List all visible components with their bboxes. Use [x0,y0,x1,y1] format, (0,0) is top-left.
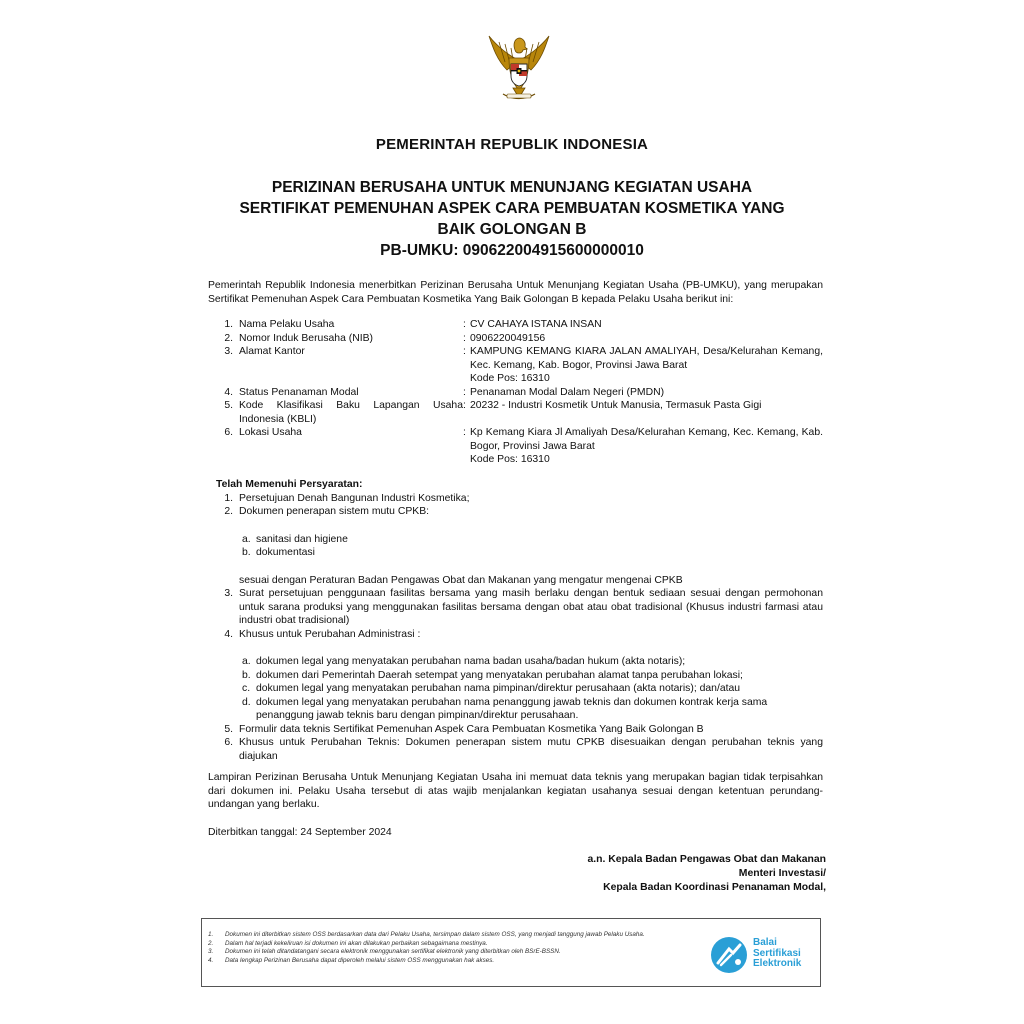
note-number: 4. [208,956,214,964]
subitem-letter: a. [242,656,251,667]
bse-emblem-icon [709,935,749,975]
signature-line: Menteri Investasi/ [738,867,826,879]
requirement-text: Khusus untuk Perubahan Teknis: Dokumen penerapan sistem mutu CPKB disesuaikan dengan perubahan teknis yang diajukan [239,737,823,762]
field-separator: : [463,346,466,357]
field-value [470,345,823,386]
subitem-text: dokumen legal yang menyatakan perubahan nama pimpinan/direktur perusahaan (akta notaris); dan/atau [256,683,741,694]
closing-paragraph: Lampiran Perizinan Berusaha Untuk Menunjang Kegiatan Usaha ini memuat data teknis yang merupakan bagian tidak terpisahkan dari dokumen ini. Pelaku Usaha tersebut di atas wajib menjalankan kegiatan usahanya sesuai dengan ketentuan perundang-undangan yang berlaku. [208,772,823,810]
field-value-address: Kp Kemang Kiara Jl Amaliyah Desa/Kelurahan Kemang, Kec. Kemang, Kab. Bogor, Provinsi Jawa Barat [470,427,823,452]
note-text: Dalam hal terjadi kekeliruan isi dokumen ini akan dilakukan perbaikan sebagaimana mestinya. [225,939,488,947]
requirement-subitem [239,682,823,696]
bse-logo [707,933,817,977]
requirement-text: sesuai dengan Peraturan Badan Pengawas Obat dan Makanan yang mengatur mengenai CPKB [239,574,683,586]
requirement-item [208,505,823,519]
field-row [208,399,823,426]
bse-logo-line: Sertifikasi [753,947,801,959]
requirement-item [208,723,823,737]
note-number: 1. [208,931,214,938]
requirement-number: 4. [224,628,233,640]
footer-note [208,940,698,949]
field-row [208,345,823,386]
field-label: Kode Klasifikasi Baku Lapangan Usaha Indonesia (KBLI) [239,400,463,425]
field-value: 0906220049156 [470,332,546,344]
requirement-continuation [208,574,823,588]
subitem-letter: b. [242,547,251,558]
signature-block [588,853,826,894]
footer-note [208,931,698,940]
field-label: Lokasi Usaha [239,427,302,438]
signature-line: a.n. Kepala Badan Pengawas Obat dan Makanan [587,854,826,865]
footer-note [208,957,698,966]
requirement-text: Khusus untuk Perubahan Administrasi : [239,628,421,640]
field-value-postcode: Kode Pos: 16310 [470,373,550,384]
note-text: Data lengkap Perizinan Berusaha dapat diperoleh melalui sistem OSS menggunakan hak akses. [225,956,495,964]
title-line: PERIZINAN BERUSAHA UNTUK MENUNJANG KEGIATAN USAHA [271,179,753,196]
subitem-text: dokumen legal yang menyatakan perubahan nama badan usaha/badan hukum (akta notaris); [256,656,686,667]
field-number: 5. [224,400,233,411]
requirements-section [208,478,823,763]
requirement-subitem [239,546,823,560]
footer-note [208,948,698,957]
intro-paragraph: Pemerintah Republik Indonesia menerbitkan Perizinan Berusaha Untuk Menunjang Kegiatan Usaha (PB-UMKU), yang merupakan Sertifikat Pemenuhan Aspek Cara Pembuatan Kosmetika Yang Baik Golongan B kepada Pelaku Usaha berikut ini: [208,280,823,305]
field-separator: : [463,386,466,398]
permit-number: PB-UMKU: 090622004915600000010 [380,242,644,259]
subitem-letter: b. [242,669,251,681]
signature-line: Kepala Badan Koordinasi Penanaman Modal, [603,881,826,893]
requirement-item [208,736,823,763]
field-label: Alamat Kantor [239,346,305,357]
bse-logo-line: Elektronik [753,958,802,969]
requirement-number: 1. [224,492,233,504]
note-text: Dokumen ini telah ditandatangani secara elektronik menggunakan sertifikat elektronik yang diterbitkan oleh BSrE-BSSN. [225,948,561,956]
subitem-text: dokumen dari Pemerintah Daerah setempat yang menyatakan perubahan alamat tanpa perubahan lokasi; [256,669,743,681]
subitem-letter: a. [242,533,251,545]
field-label: Status Penanaman Modal [239,386,359,398]
requirements-title: Telah Memenuhi Persyaratan: [216,479,363,490]
subitem-text: sanitasi dan higiene [256,533,348,545]
field-number: 1. [224,319,233,330]
requirement-subitem [239,696,823,723]
government-heading: PEMERINTAH REPUBLIK INDONESIA [375,136,649,153]
requirement-item [208,587,823,628]
field-separator: : [463,427,466,438]
requirement-number: 6. [224,737,233,748]
requirement-number: 3. [224,588,233,599]
field-value: 20232 - Industri Kosmetik Untuk Manusia, Termasuk Pasta Gigi [470,400,762,411]
field-label: Nomor Induk Berusaha (NIB) [239,332,373,344]
bse-logo-line: Balai [753,937,777,948]
requirement-item [208,628,823,642]
bse-logo-text [753,938,801,970]
garuda-pancasila-icon [483,30,555,104]
requirement-number: 5. [224,723,233,735]
requirement-text: Persetujuan Denah Bangunan Industri Kosmetika; [239,492,470,504]
field-value [470,426,823,467]
field-separator: : [463,332,466,344]
note-number: 3. [208,948,214,956]
certificate-title [0,177,1024,261]
subitem-text: dokumentasi [256,547,315,558]
requirement-subitem [239,669,823,683]
field-row [208,386,823,400]
footer-notes [208,931,698,965]
field-value-postcode: Kode Pos: 16310 [470,454,550,465]
subitem-letter: c. [242,683,251,694]
field-value-address: KAMPUNG KEMANG KIARA JALAN AMALIYAH, Desa/Kelurahan Kemang, Kec. Kemang, Kab. Bogor, Provinsi Jawa Barat [470,346,823,371]
field-number: 6. [224,427,233,438]
field-row [208,318,823,332]
issue-date: Diterbitkan tanggal: 24 September 2024 [208,827,392,838]
footer-notes-box [201,918,821,987]
business-fields [208,318,823,467]
subitem-letter: d. [242,696,251,708]
field-row [208,426,823,467]
requirement-text: Dokumen penerapan sistem mutu CPKB: [239,506,430,517]
field-number: 4. [224,386,233,398]
requirement-number: 2. [224,506,233,517]
requirement-subitem [239,655,823,669]
field-separator: : [463,400,466,411]
note-number: 2. [208,939,214,947]
field-value: CV CAHAYA ISTANA INSAN [470,319,602,330]
field-value: Penanaman Modal Dalam Negeri (PMDN) [470,386,665,398]
requirement-item [208,492,823,506]
field-separator: : [463,319,466,330]
requirement-text: Surat persetujuan penggunaan fasilitas bersama yang masih berlaku dengan bentuk sediaan sesuai dengan permohonan untuk sarana produksi yang menggunakan fasilitas bersama dengan obat atau obat tradisional (Khusus industri farmasi atau industri obat tradisional) [239,588,823,626]
note-text: Dokumen ini diterbitkan sistem OSS berdasarkan data dari Pelaku Usaha, tersimpan dalam sistem OSS, yang menjadi tanggung jawab Pelaku Usaha. [225,931,645,938]
subitem-text: dokumen legal yang menyatakan perubahan nama penanggung jawab teknis dan dokumen kontrak kerja sama penanggung jawab teknis baru dengan pimpinan/direktur perusahaan. [256,696,768,721]
field-row [208,332,823,346]
title-line: BAIK GOLONGAN B [437,221,587,238]
field-number: 3. [224,346,233,357]
field-number: 2. [224,332,233,344]
field-label: Nama Pelaku Usaha [239,319,335,330]
requirement-subitem [239,533,823,547]
title-line: SERTIFIKAT PEMENUHAN ASPEK CARA PEMBUATAN KOSMETIKA YANG [239,200,785,217]
requirement-text: Formulir data teknis Sertifikat Pemenuhan Aspek Cara Pembuatan Kosmetika Yang Baik Golongan B [239,723,704,735]
